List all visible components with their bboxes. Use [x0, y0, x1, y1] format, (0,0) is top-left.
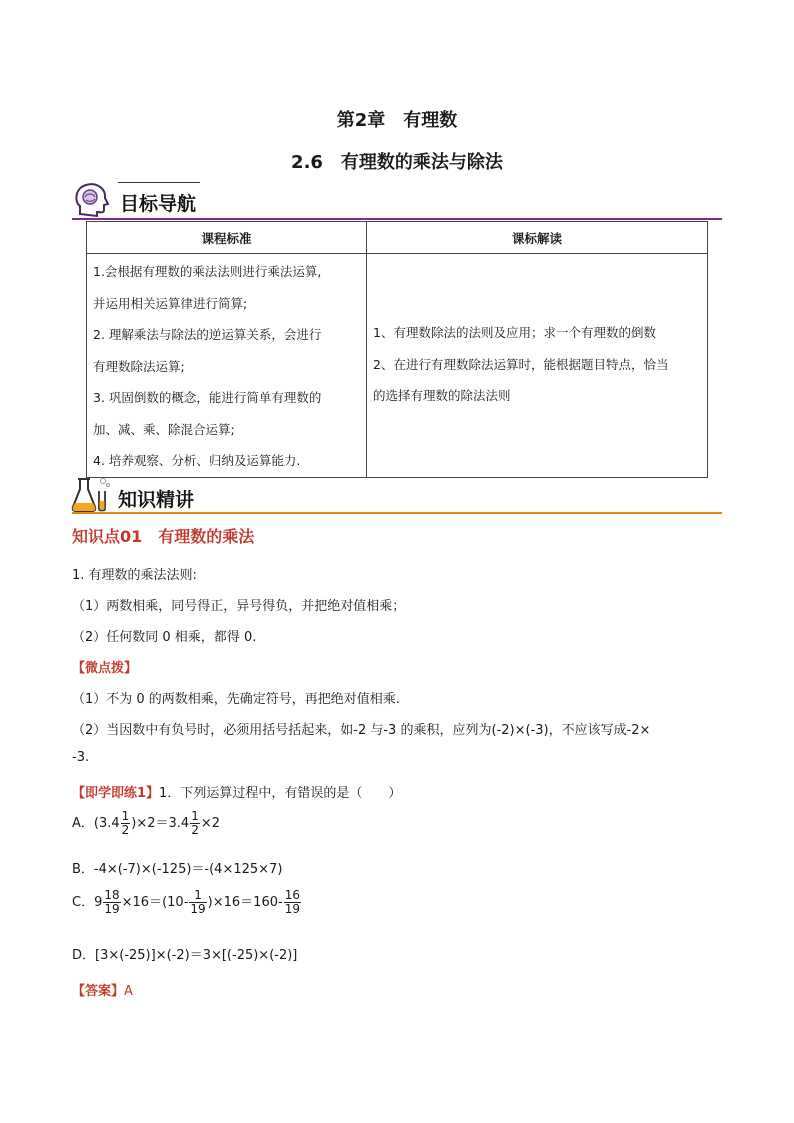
option-d: D．[3×(-25)]×(-2)＝3×[(-25)×(-2)]	[72, 948, 298, 963]
section-top-rule	[118, 182, 200, 183]
fraction: $\frac{1}{2}$	[191, 809, 199, 837]
interpretation-cell	[367, 254, 708, 478]
exercise-question: 1．下列运算过程中，有错误的是（ ）	[159, 786, 402, 801]
head-brain-icon	[72, 180, 112, 220]
answer-value: A	[124, 984, 133, 999]
flask-lab-icon	[70, 475, 112, 513]
answer-label: 【答案】	[72, 984, 125, 999]
tip-label: 【微点拨】	[72, 661, 138, 676]
interpretation-line: 的选择有理数的除法法则	[373, 388, 511, 403]
table-header-interpretation: 课标解读	[367, 222, 708, 254]
section-title: 2.6 有理数的乘法与除法	[291, 152, 503, 173]
exercise-label: 【即学即练1】	[72, 786, 160, 801]
standard-line: 有理数除法运算;	[93, 358, 185, 374]
standard-line: 3. 巩固倒数的概念，能进行简单有理数的	[93, 390, 322, 405]
knowledge-section-heading: 知识精讲	[118, 489, 195, 511]
rule-item: （1）两数相乘，同号得正，异号得负，并把绝对值相乘；	[72, 599, 406, 614]
standard-line: 并运用相关运算律进行简算;	[93, 295, 248, 311]
rule-item: （2）任何数同 0 相乘，都得 0.	[72, 630, 257, 645]
standard-line: 1.会根据有理数的乘法法则进行乘法运算,	[93, 264, 322, 279]
interpretation-line: 2、在进行有理数除法运算时，能根据题目特点，恰当	[373, 356, 669, 372]
option-a: A．(3.4 $\frac{1}{2}$ )×2＝3.4 $\frac{1}{2}$ ×2	[72, 809, 221, 837]
fraction: $\frac{18}{19}$	[104, 888, 120, 916]
interpretation-line: 1、有理数除法的法则及应用；求一个有理数的倒数	[373, 325, 656, 340]
option-c: C．9 $\frac{18}{19}$ ×16＝(10- $\frac{1}{19}$ )×16＝160- $\frac{16}{19}$	[72, 888, 300, 916]
fraction: $\frac{1}{2}$	[121, 809, 130, 837]
standard-line: 4. 培养观察、分析、归纳及运算能力.	[93, 453, 301, 468]
knowledge-point-title: 知识点01 有理数的乘法	[72, 527, 255, 546]
standard-line: 2. 理解乘法与除法的逆运算关系，会进行	[93, 327, 322, 342]
table-header-standard: 课程标准	[87, 222, 367, 254]
option-b: B．-4×(-7)×(-125)＝-(4×125×7)	[72, 862, 283, 877]
fraction: $\frac{1}{19}$	[190, 888, 206, 916]
tip-item: -3.	[72, 750, 90, 765]
goal-table	[86, 221, 708, 478]
rule-intro: 1. 有理数的乘法法则:	[72, 568, 197, 583]
standard-line: 加、减、乘、除混合运算;	[93, 421, 235, 437]
chapter-title: 第2章 有理数	[336, 110, 458, 131]
knowledge-section-rule	[72, 512, 722, 514]
goal-section-rule	[72, 218, 722, 220]
answer-line	[72, 980, 133, 999]
goal-section-heading: 目标导航	[120, 193, 197, 215]
exercise-line	[72, 782, 401, 801]
standard-cell	[87, 254, 367, 478]
tip-item: （1）不为 0 的两数相乘，先确定符号，再把绝对值相乘.	[72, 692, 400, 707]
tip-item: （2）当因数中有负号时，必须用括号括起来，如-2 与-3 的乘积，应列为(-2)×(-3)，不应该写成-2×	[72, 723, 651, 738]
fraction: $\frac{16}{19}$	[284, 888, 300, 916]
